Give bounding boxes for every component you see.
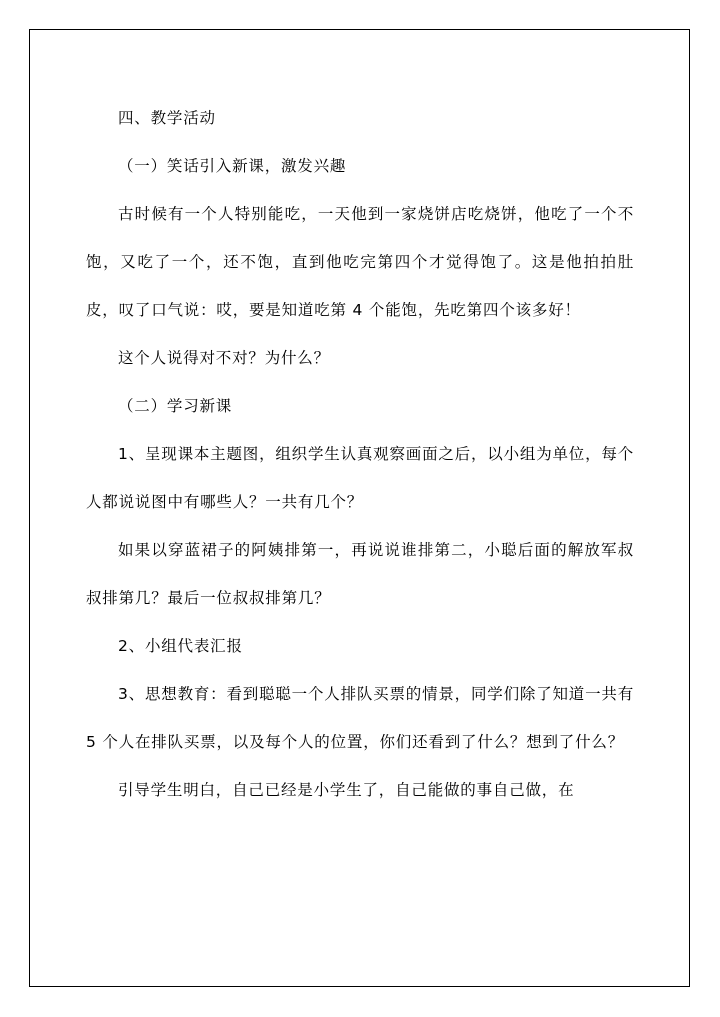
document-body <box>86 94 634 814</box>
paragraph-ordering-question: 如果以穿蓝裙子的阿姨排第一，再说说谁排第二，小聪后面的解放军叔叔排第几？最后一位叔叔排第几？ <box>86 541 634 607</box>
subsection-heading-new-lesson: （二）学习新课 <box>118 397 233 415</box>
paragraph-question: 这个人说得对不对？为什么？ <box>118 349 330 367</box>
paragraph-guidance: 引导学生明白，自己已经是小学生了，自己能做的事自己做，在 <box>118 781 575 799</box>
paragraph-step-2: 2、小组代表汇报 <box>118 637 243 655</box>
section-heading-activities: 四、教学活动 <box>118 109 216 127</box>
subsection-heading-intro: （一）笑话引入新课，激发兴趣 <box>118 157 347 175</box>
paragraph-step-1: 1、呈现课本主题图，组织学生认真观察画面之后，以小组为单位，每个人都说说图中有哪些人？一共有几个？ <box>86 445 634 511</box>
paragraph-joke-story: 古时候有一个人特别能吃，一天他到一家烧饼店吃烧饼，他吃了一个不饱，又吃了一个，还不饱，直到他吃完第四个才觉得饱了。这是他拍拍肚皮，叹了口气说：哎，要是知道吃第 4 个能饱，先吃第四个该多好！ <box>86 205 634 319</box>
paragraph-step-3: 3、思想教育：看到聪聪一个人排队买票的情景，同学们除了知道一共有 5 个人在排队买票，以及每个人的位置，你们还看到了什么？想到了什么？ <box>86 685 634 751</box>
